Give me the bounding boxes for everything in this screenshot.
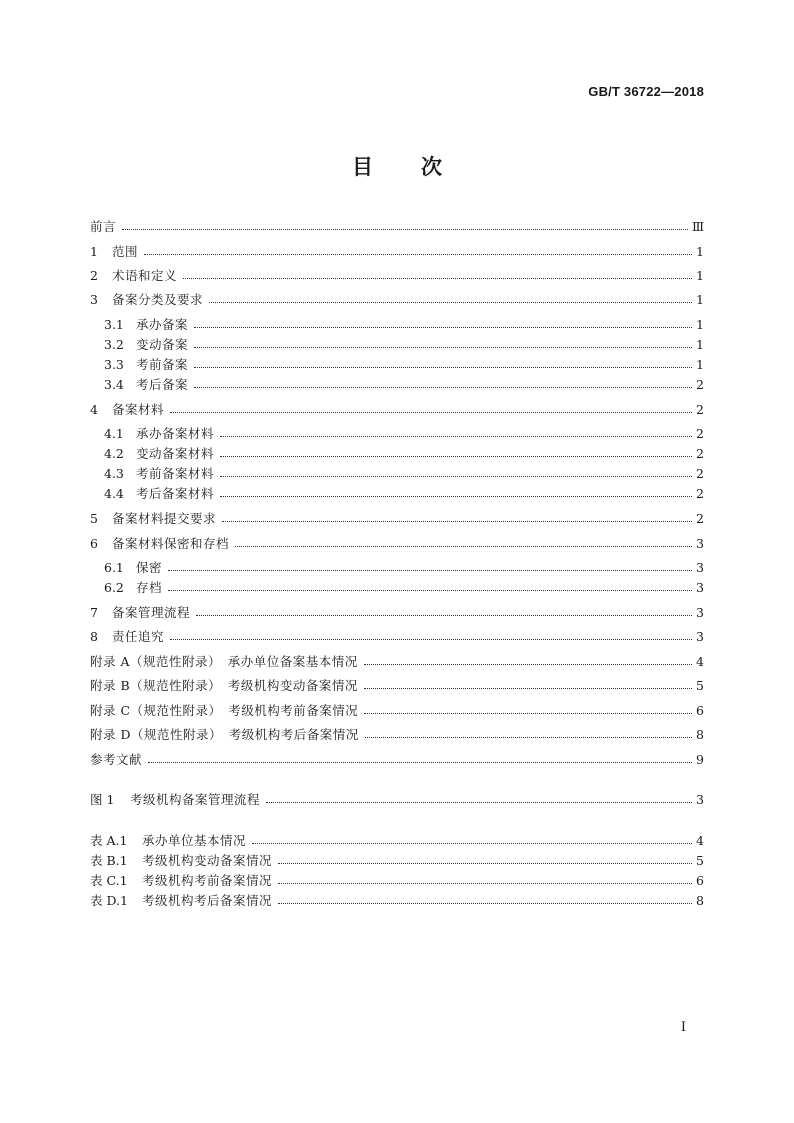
- toc-entry-page: 3: [696, 579, 704, 595]
- toc-entry-page: Ⅲ: [691, 218, 704, 234]
- toc-entry-text: 考级机构变动备案情况: [142, 853, 273, 868]
- toc-entry-text: 范围: [112, 244, 139, 259]
- toc-entry-text: 考级机构考后备案情况: [142, 893, 273, 908]
- toc-entry-page: 3: [696, 559, 704, 575]
- toc-entry-text: 备案材料保密和存档: [112, 536, 230, 551]
- toc-entry-number: 6.2: [104, 579, 124, 595]
- toc-entry-page: 4: [696, 653, 704, 669]
- toc-entry-table-b1[interactable]: [90, 850, 704, 870]
- toc-entry-3-3[interactable]: [104, 354, 704, 374]
- toc-entry-8[interactable]: [90, 626, 704, 646]
- toc-entry-table-c1[interactable]: [90, 870, 704, 890]
- toc-entry-3-4[interactable]: [104, 374, 704, 394]
- toc-entry-references[interactable]: [90, 749, 704, 769]
- toc-entry-4-1[interactable]: [104, 423, 704, 443]
- page-title: [0, 151, 794, 181]
- toc-entry-page: 2: [696, 510, 704, 526]
- toc-entry-number: 表 D.1: [90, 893, 128, 908]
- toc-entry-number: 4.2: [104, 445, 124, 461]
- title-char-1: 目: [352, 154, 373, 179]
- toc-entry-text: 承办备案材料: [136, 426, 215, 441]
- toc-entry-text: 前言: [90, 219, 117, 234]
- toc-entry-4-3[interactable]: [104, 463, 704, 483]
- toc-entry-text: 考级机构备案管理流程: [130, 792, 261, 807]
- toc-entry-appendix-c[interactable]: [90, 700, 704, 720]
- toc-entry-page: 3: [696, 628, 704, 644]
- toc-entry-page: 2: [696, 445, 704, 461]
- toc-entry-number: 4.3: [104, 465, 124, 481]
- toc-entry-number: 表 A.1: [90, 833, 128, 848]
- title-char-2: 次: [421, 154, 442, 179]
- toc-entry-text: 存档: [136, 580, 163, 595]
- toc-entry-page: 2: [696, 465, 704, 481]
- toc-entry-6[interactable]: [90, 533, 704, 553]
- page-number: I: [680, 1020, 686, 1035]
- toc-entry-4-4[interactable]: [104, 483, 704, 503]
- toc-entry-number: 图 1: [90, 792, 115, 807]
- toc-entry-number: 4.1: [104, 425, 124, 441]
- toc-entry-2[interactable]: [90, 265, 704, 285]
- toc-entry-page: 8: [696, 892, 704, 908]
- toc-entry-page: 5: [696, 677, 704, 693]
- toc-entry-text: 承办单位基本情况: [142, 833, 247, 848]
- toc-entry-text: 附录 D（规范性附录） 考级机构考后备案情况: [90, 727, 359, 742]
- toc-entry-page: 3: [696, 791, 704, 807]
- toc-entry-page: 2: [696, 485, 704, 501]
- toc-entry-number: 7: [90, 604, 98, 620]
- toc-entry-text: 考后备案材料: [136, 486, 215, 501]
- toc-entry-text: 变动备案材料: [136, 446, 215, 461]
- toc-entry-page: 1: [696, 267, 704, 283]
- toc-entry-text: 术语和定义: [112, 268, 178, 283]
- toc-entry-table-a1[interactable]: [90, 830, 704, 850]
- toc-entry-page: 9: [696, 751, 704, 767]
- toc-entry-4[interactable]: [90, 399, 704, 419]
- toc-entry-page: 3: [696, 535, 704, 551]
- toc-entry-number: 表 C.1: [90, 873, 128, 888]
- toc-entry-page: 2: [696, 401, 704, 417]
- toc-entry-page: 2: [696, 425, 704, 441]
- toc-entry-number: 3: [90, 291, 98, 307]
- toc-entry-appendix-b[interactable]: [90, 675, 704, 695]
- toc-entry-6-2[interactable]: [104, 577, 704, 597]
- toc-entry-number: 3.3: [104, 356, 124, 372]
- toc-entry-text: 备案材料: [112, 402, 165, 417]
- toc-entry-number: 6: [90, 535, 98, 551]
- toc-entry-page: 3: [696, 604, 704, 620]
- toc-entry-4-2[interactable]: [104, 443, 704, 463]
- toc-entry-number: 3.4: [104, 376, 124, 392]
- toc-entry-text: 附录 C（规范性附录） 考级机构考前备案情况: [90, 703, 359, 718]
- toc-entry-text: 保密: [136, 560, 163, 575]
- toc-entry-figure-1[interactable]: [90, 789, 704, 809]
- toc-entry-text: 承办备案: [136, 317, 189, 332]
- toc-entry-number: 3.2: [104, 336, 124, 352]
- standard-code: GB/T 36722—2018: [588, 84, 704, 99]
- toc-entry-page: 6: [696, 872, 704, 888]
- toc-entry-number: 8: [90, 628, 98, 644]
- toc-entry-text: 附录 B（规范性附录） 考级机构变动备案情况: [90, 678, 358, 693]
- toc-entry-text: 备案分类及要求: [112, 292, 204, 307]
- toc-entry-text: 变动备案: [136, 337, 189, 352]
- toc-entry-foreword[interactable]: [90, 216, 704, 236]
- toc-entry-3-1[interactable]: [104, 314, 704, 334]
- toc-entry-page: 8: [696, 726, 704, 742]
- toc-entry-3[interactable]: [90, 289, 704, 309]
- toc-entry-number: 6.1: [104, 559, 124, 575]
- toc-entry-7[interactable]: [90, 602, 704, 622]
- toc-entry-text: 考前备案材料: [136, 466, 215, 481]
- toc-entry-text: 备案材料提交要求: [112, 511, 217, 526]
- toc-entry-text: 参考文献: [90, 752, 143, 767]
- toc-entry-number: 5: [90, 510, 98, 526]
- toc-entry-3-2[interactable]: [104, 334, 704, 354]
- toc-entry-page: 5: [696, 852, 704, 868]
- toc-entry-number: 1: [90, 243, 98, 259]
- toc-entry-text: 考前备案: [136, 357, 189, 372]
- toc-entry-page: 1: [696, 316, 704, 332]
- toc-entry-text: 考后备案: [136, 377, 189, 392]
- toc-entry-number: 3.1: [104, 316, 124, 332]
- toc-entry-text: 考级机构考前备案情况: [142, 873, 273, 888]
- toc-entry-page: 4: [696, 832, 704, 848]
- toc-entry-appendix-d[interactable]: [90, 724, 704, 744]
- toc-entry-number: 表 B.1: [90, 853, 128, 868]
- toc-entry-number: 2: [90, 267, 98, 283]
- toc-entry-number: 4: [90, 401, 98, 417]
- toc-entry-appendix-a[interactable]: [90, 651, 704, 671]
- toc-entry-text: 备案管理流程: [112, 605, 191, 620]
- toc-entry-page: 1: [696, 356, 704, 372]
- toc-entry-page: 1: [696, 291, 704, 307]
- toc-entry-text: 附录 A（规范性附录） 承办单位备案基本情况: [90, 654, 358, 669]
- toc-entry-page: 1: [696, 243, 704, 259]
- toc-entry-table-d1[interactable]: [90, 890, 704, 910]
- toc-entry-text: 责任追究: [112, 629, 165, 644]
- toc-entry-page: 1: [696, 336, 704, 352]
- toc-entry-6-1[interactable]: [104, 557, 704, 577]
- toc-entry-5[interactable]: [90, 508, 704, 528]
- toc-entry-page: 2: [696, 376, 704, 392]
- toc-entry-1[interactable]: [90, 241, 704, 261]
- toc-entry-page: 6: [696, 702, 704, 718]
- toc-entry-number: 4.4: [104, 485, 124, 501]
